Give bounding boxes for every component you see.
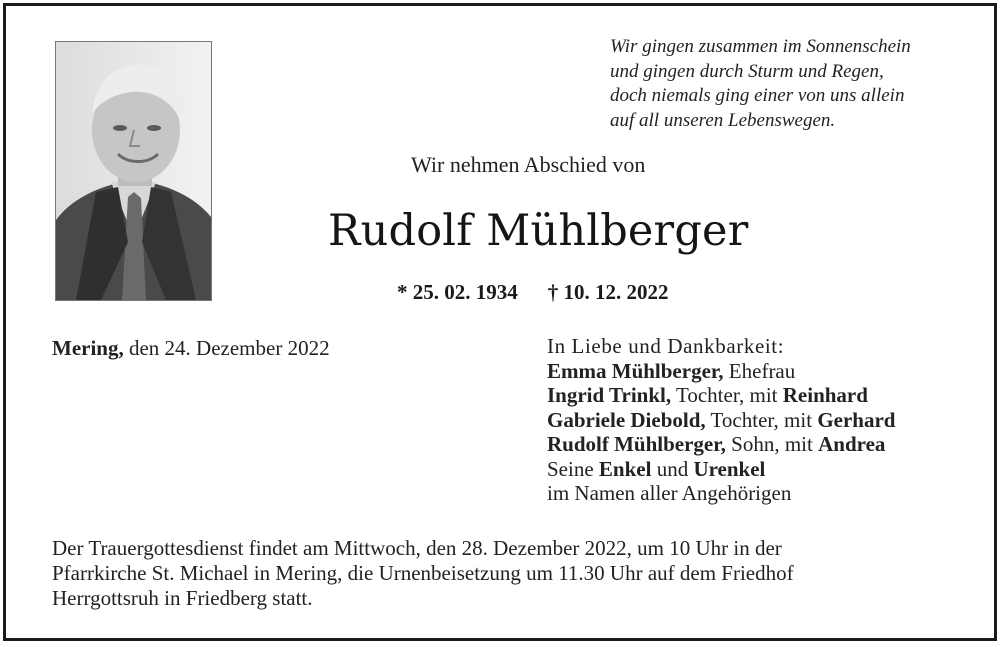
mourner-name: Gabriele Diebold, [547,407,706,432]
portrait-illustration [56,42,211,300]
mourner-name: Ingrid Trinkl, [547,383,672,407]
notice-date: den 24. Dezember 2022 [128,336,330,360]
mourner-row [547,383,987,408]
grandchildren-label: Enkel [598,456,652,481]
deceased-name: Rudolf Mühlberger [328,206,749,256]
poem-line: Wir gingen zusammen im Sonnenschein [610,36,911,57]
mourner-relation: Ehefrau [728,358,796,383]
mourner-with: mit [749,383,778,407]
mourner-name: Emma Mühlberger, [547,358,724,383]
funeral-service-info [52,536,982,611]
mourner-partner: Andrea [818,432,886,456]
great-grandchildren-label: Urenkel [693,456,766,481]
mourner-row [547,408,987,433]
mourner-row [547,432,987,457]
service-line: Herrgottsruh in Friedberg statt. [52,586,313,610]
intro-text: Wir nehmen Abschied von [411,152,646,177]
mourner-with: mit [784,432,813,456]
mourner-partner: Gerhard [817,407,896,432]
poem-line: und gingen durch Sturm und Regen, [610,60,884,82]
mourner-name: Rudolf Mühlberger, [547,432,726,456]
poem-line: auf all unseren Lebenswegen. [610,109,836,131]
place-name: Mering, [52,336,124,360]
mourners-lead: In Liebe und Dankbarkeit: [547,334,785,358]
mourner-relation: Tochter, [710,407,779,432]
poem [610,35,980,133]
mourner-partner: Reinhard [782,383,868,407]
mourner-relation: Sohn, [731,432,780,456]
descendants-and: und [656,456,689,481]
descendants-prefix: Seine [547,456,594,481]
descendants-row [547,457,987,482]
portrait-photo [55,41,212,301]
obituary-notice [3,3,997,641]
service-line: Der Trauergottesdienst findet am Mittwoch, den 28. Dezember 2022, um 10 Uhr in der [52,536,782,560]
mourners-closing: im Namen aller Angehörigen [547,481,792,505]
service-line: Pfarrkirche St. Michael in Mering, die Urnenbeisetzung um 11.30 Uhr auf dem Friedhof [52,561,794,585]
place-date [52,336,330,361]
mourners-list [547,334,987,506]
life-dates [397,280,669,305]
poem-line: doch niemals ging einer von uns allein [610,85,905,106]
death-date: † 10. 12. 2022 [547,280,669,304]
birth-date: * 25. 02. 1934 [397,280,518,304]
mourner-row [547,359,987,384]
mourner-with: mit [784,407,813,432]
mourner-relation: Tochter, [675,383,745,407]
